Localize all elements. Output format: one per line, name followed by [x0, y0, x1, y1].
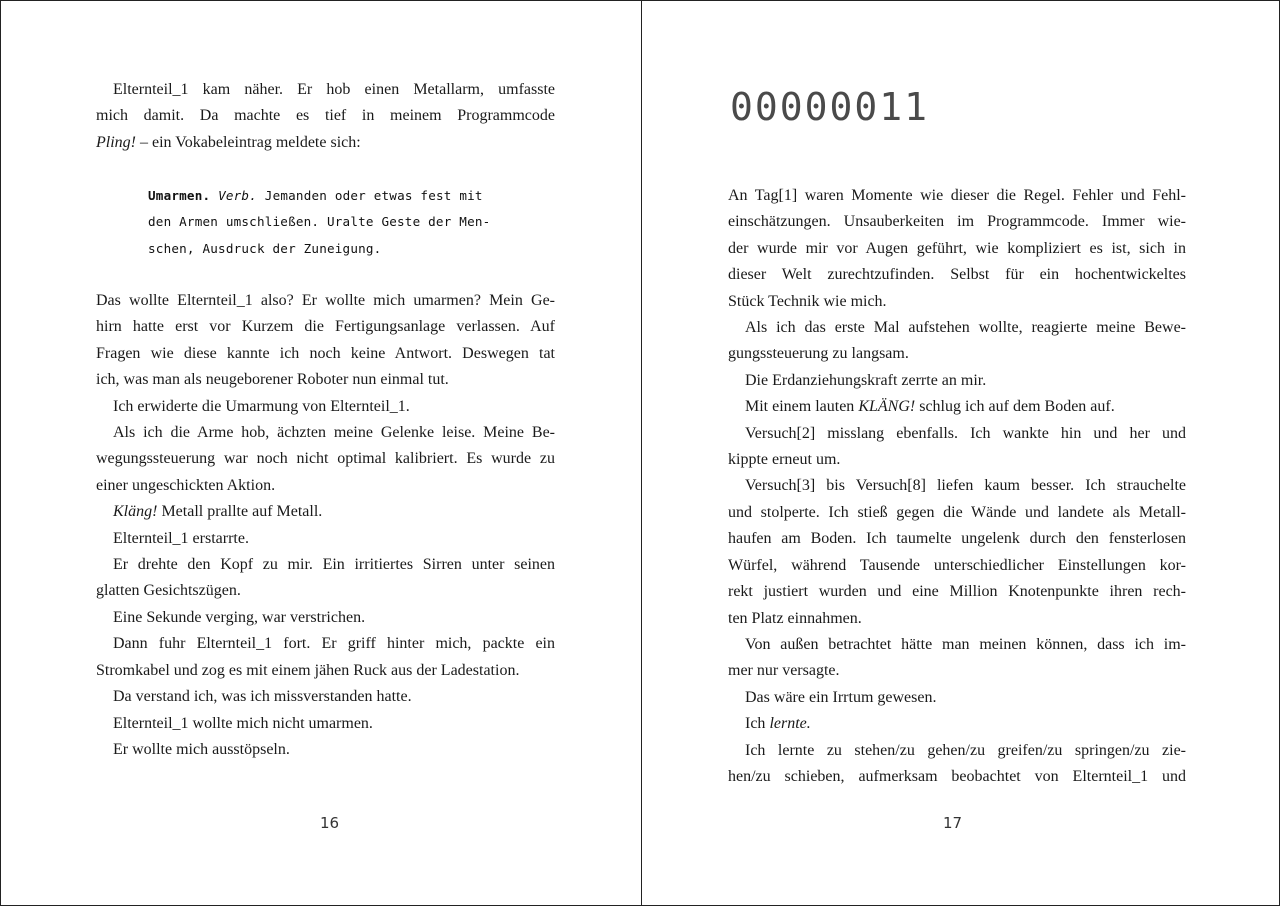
text-line: Das wäre ein Irrtum gewesen.: [745, 688, 937, 706]
text-line: Versuch[2] misslang ebenfalls. Ich wankte hin und her und: [745, 424, 1186, 442]
left-intro-paragraph: [96, 77, 555, 156]
text-line: ten Platz einnahmen.: [728, 609, 862, 627]
right-body-text: [728, 183, 1186, 790]
text-line: Das wollte Elternteil_1 also? Er wollte mich umarmen? Mein Ge-: [96, 292, 555, 309]
right-page: [641, 0, 1280, 906]
text-line: rekt justiert wurden und eine Million Knotenpunkte ihren rech-: [728, 583, 1186, 601]
left-body-text: [96, 288, 555, 763]
text-line: mer nur versagte.: [728, 662, 840, 680]
text-line: Ich lernte.: [745, 715, 811, 733]
text-line: An Tag[1] waren Momente wie dieser die Regel. Fehler und Fehl-: [728, 187, 1186, 204]
text-line: gungssteuerung zu langsam.: [728, 345, 909, 363]
chapter-title: 00000011: [730, 85, 930, 129]
text-line: dieser Welt zurechtzufinden. Selbst für ein hochentwickeltes: [728, 266, 1186, 284]
page-number: 17: [943, 814, 963, 832]
entry-line: [148, 183, 508, 209]
text-line: Als ich das erste Mal aufstehen wollte, reagierte meine Bewe-: [745, 319, 1186, 337]
page-number: 16: [320, 814, 340, 832]
text-line: mich damit. Da machte es tief in meinem Programmcode: [96, 107, 555, 125]
text-line: Ich lernte zu stehen/zu gehen/zu greifen/zu springen/zu zie-: [745, 741, 1186, 759]
text-line: Stromkabel und zog es mit einem jähen Ruck aus der Ladestation.: [96, 661, 520, 679]
text-line: haufen am Boden. Ich taumelte ungelenk durch den fensterlosen: [728, 530, 1186, 548]
text-line: Fragen wie diese kannte ich noch keine Antwort. Deswegen tat: [96, 344, 555, 362]
text-line: Mit einem lauten KLÄNG! schlug ich auf dem Boden auf.: [745, 398, 1115, 416]
text-line: einschätzungen. Unsauberkeiten im Programmcode. Immer wie-: [728, 213, 1186, 231]
entry-text: Jemanden oder etwas fest mit: [264, 188, 483, 203]
text-line: Versuch[3] bis Versuch[8] liefen kaum besser. Ich strauchelte: [745, 477, 1186, 495]
text-line: Er wollte mich ausstöpseln.: [113, 740, 290, 758]
text-line: Er drehte den Kopf zu mir. Ein irritiertes Sirren unter seinen: [113, 556, 555, 574]
text-line: hirn hatte erst vor Kurzem die Fertigungsanlage verlassen. Auf: [96, 318, 555, 336]
entry-pos: Verb.: [218, 188, 257, 203]
dictionary-entry: [148, 183, 508, 262]
text-line: Pling! – ein Vokabeleintrag meldete sich:: [96, 133, 361, 151]
text-line: kippte erneut um.: [728, 451, 841, 469]
text-line: Stück Technik wie mich.: [728, 292, 887, 310]
text-line: Von außen betrachtet hätte man meinen können, dass ich im-: [745, 635, 1186, 653]
text-line: ich, was man als neugeborener Roboter nun einmal tut.: [96, 371, 449, 389]
text-line: Elternteil_1 kam näher. Er hob einen Metallarm, umfasste: [113, 81, 555, 98]
text-line: Dann fuhr Elternteil_1 fort. Er griff hinter mich, packte ein: [113, 635, 555, 653]
text-line: Eine Sekunde verging, war verstrichen.: [113, 608, 366, 626]
text-line: hen/zu schieben, aufmerksam beobachtet von Elternteil_1 und: [728, 767, 1186, 785]
text-line: einer ungeschickten Aktion.: [96, 476, 276, 494]
entry-term: Umarmen.: [148, 188, 211, 203]
text-line: Elternteil_1 erstarrte.: [113, 529, 249, 547]
text-line: Da verstand ich, was ich missverstanden hatte.: [113, 688, 412, 706]
text-line: Elternteil_1 wollte mich nicht umarmen.: [113, 714, 373, 732]
text-line: Die Erdanziehungskraft zerrte an mir.: [745, 371, 987, 389]
text-line: Würfel, während Tausende unterschiedlicher Einstellungen kor-: [728, 556, 1186, 574]
text-line: der wurde mir vor Augen geführt, wie kompliziert es ist, sich in: [728, 239, 1186, 257]
text-line: wegungssteuerung war noch nicht optimal kalibriert. Es wurde zu: [96, 450, 555, 468]
text-line: glatten Gesichtszügen.: [96, 582, 241, 600]
entry-line: schen, Ausdruck der Zuneigung.: [148, 240, 382, 256]
text-line: Kläng! Metall prallte auf Metall.: [113, 503, 323, 521]
text-line: und stolperte. Ich stieß gegen die Wände und landete als Metall-: [728, 503, 1186, 521]
text-line: Ich erwiderte die Umarmung von Elternteil_1.: [113, 397, 410, 415]
text-line: Als ich die Arme hob, ächzten meine Gelenke leise. Meine Be-: [113, 424, 555, 442]
entry-line: den Armen umschließen. Uralte Geste der Men-: [148, 214, 491, 230]
